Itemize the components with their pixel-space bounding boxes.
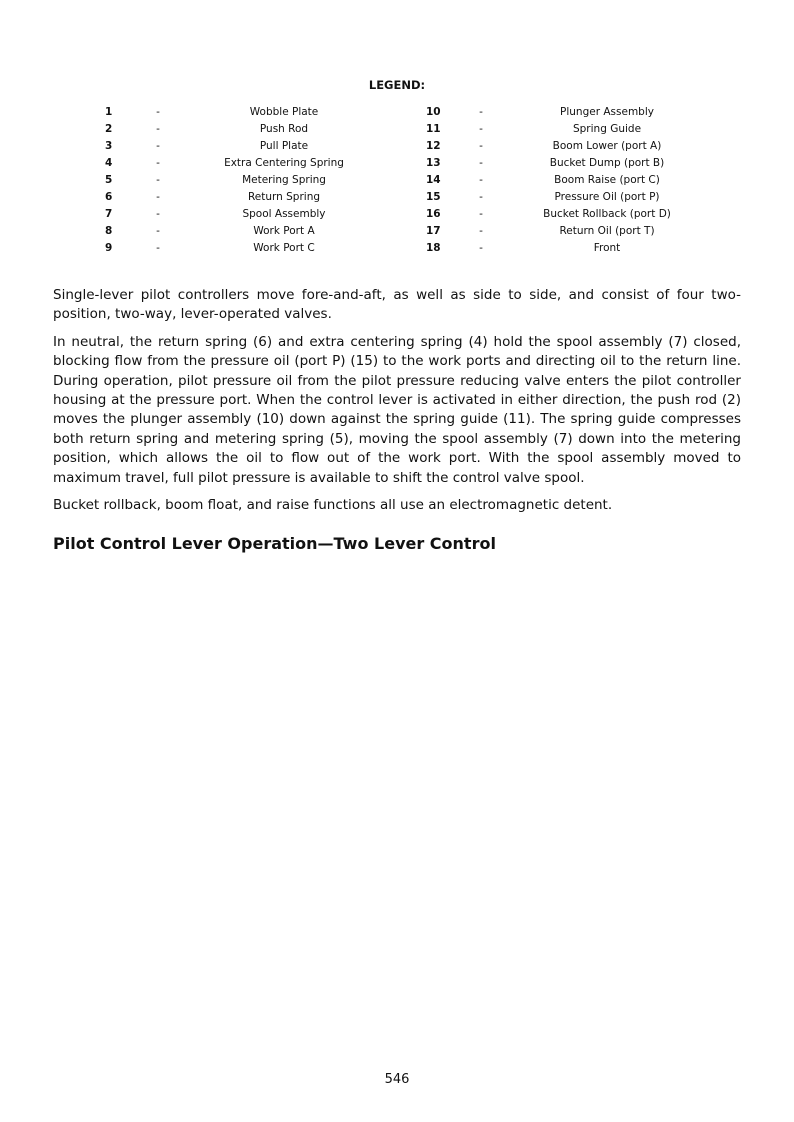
legend-label: Front bbox=[593, 242, 621, 254]
legend-label: Return Oil (port T) bbox=[559, 225, 655, 237]
legend-label: Bucket Rollback (port D) bbox=[543, 208, 671, 220]
legend-label: Extra Centering Spring bbox=[224, 157, 344, 169]
legend-dash: - bbox=[479, 225, 483, 237]
legend-dash: - bbox=[479, 208, 483, 220]
legend-label: Push Rod bbox=[259, 123, 309, 135]
legend-label: Work Port C bbox=[253, 242, 315, 254]
legend-dash: - bbox=[479, 106, 483, 118]
legend-number: 4 bbox=[105, 157, 113, 169]
legend-number: 11 bbox=[426, 123, 441, 135]
legend-label: Spring Guide bbox=[572, 123, 642, 135]
body-content bbox=[53, 286, 741, 555]
legend-label: Pull Plate bbox=[259, 140, 309, 152]
legend-row bbox=[0, 104, 794, 121]
legend-row bbox=[0, 240, 794, 257]
legend-dash: - bbox=[156, 123, 160, 135]
legend-label: Plunger Assembly bbox=[560, 106, 654, 118]
legend-number: 17 bbox=[426, 225, 441, 237]
legend-number: 6 bbox=[105, 191, 113, 203]
legend-label: Metering Spring bbox=[242, 174, 326, 186]
legend-row bbox=[0, 223, 794, 240]
body-paragraph: Bucket rollback, boom float, and raise functions all use an electromagnetic detent. bbox=[53, 497, 613, 514]
legend-dash: - bbox=[156, 140, 160, 152]
legend-dash: - bbox=[479, 123, 483, 135]
legend-row bbox=[0, 121, 794, 138]
body-paragraph: Single-lever pilot controllers move fore-and-aft, as well as side to side, and consist of four two-position, two-way, lever-operated valves. bbox=[53, 287, 741, 323]
legend-number: 3 bbox=[105, 140, 113, 152]
legend-row bbox=[0, 189, 794, 206]
legend-label: Bucket Dump (port B) bbox=[549, 157, 665, 169]
legend-title: LEGEND: bbox=[368, 78, 426, 92]
legend-label: Return Spring bbox=[247, 191, 321, 203]
legend-number: 7 bbox=[105, 208, 113, 220]
legend-row bbox=[0, 172, 794, 189]
legend-label: Boom Lower (port A) bbox=[552, 140, 662, 152]
legend-number: 8 bbox=[105, 225, 113, 237]
legend-number: 10 bbox=[426, 106, 441, 118]
legend-table bbox=[0, 104, 794, 256]
legend-dash: - bbox=[156, 191, 160, 203]
legend-number: 15 bbox=[426, 191, 441, 203]
legend-number: 1 bbox=[105, 106, 113, 118]
legend-row bbox=[0, 138, 794, 155]
legend-dash: - bbox=[156, 225, 160, 237]
legend-label: Boom Raise (port C) bbox=[554, 174, 660, 186]
section-heading: Pilot Control Lever Operation—Two Lever Control bbox=[53, 534, 496, 554]
legend-number: 2 bbox=[105, 123, 113, 135]
legend-row bbox=[0, 155, 794, 172]
legend-dash: - bbox=[479, 157, 483, 169]
legend-label: Spool Assembly bbox=[242, 208, 326, 220]
legend-number: 16 bbox=[426, 208, 441, 220]
legend-dash: - bbox=[479, 140, 483, 152]
legend-row bbox=[0, 206, 794, 223]
legend-number: 18 bbox=[426, 242, 441, 254]
legend-dash: - bbox=[156, 208, 160, 220]
legend-dash: - bbox=[156, 106, 160, 118]
legend-label: Work Port A bbox=[253, 225, 315, 237]
legend-number: 9 bbox=[105, 242, 113, 254]
legend-dash: - bbox=[156, 174, 160, 186]
legend-label: Wobble Plate bbox=[249, 106, 319, 118]
legend-number: 5 bbox=[105, 174, 113, 186]
legend-dash: - bbox=[156, 157, 160, 169]
legend-label: Pressure Oil (port P) bbox=[554, 191, 660, 203]
legend-number: 13 bbox=[426, 157, 441, 169]
body-paragraph: In neutral, the return spring (6) and extra centering spring (4) hold the spool assembly (7) closed, blocking flow from the pressure oil (port P) (15) to the work ports and directing oil to the return line. During operation, pilot pressure oil from the pilot pressure reducing valve enters the pilot controller housing at the pressure port. When the control lever is activated in either direction, the push rod (2) moves the plunger assembly (10) down against the spring guide (11). The spring guide compresses both return spring and metering spring (5), moving the spool assembly (7) down into the metering position, which allows the oil to flow out of the work port. With the spool assembly moved to maximum travel, full pilot pressure is available to shift the control valve spool. bbox=[53, 333, 741, 486]
legend-number: 12 bbox=[426, 140, 441, 152]
legend-dash: - bbox=[156, 242, 160, 254]
page-number: 546 bbox=[384, 1072, 410, 1087]
legend-dash: - bbox=[479, 191, 483, 203]
legend-number: 14 bbox=[426, 174, 441, 186]
legend-dash: - bbox=[479, 174, 483, 186]
legend-dash: - bbox=[479, 242, 483, 254]
